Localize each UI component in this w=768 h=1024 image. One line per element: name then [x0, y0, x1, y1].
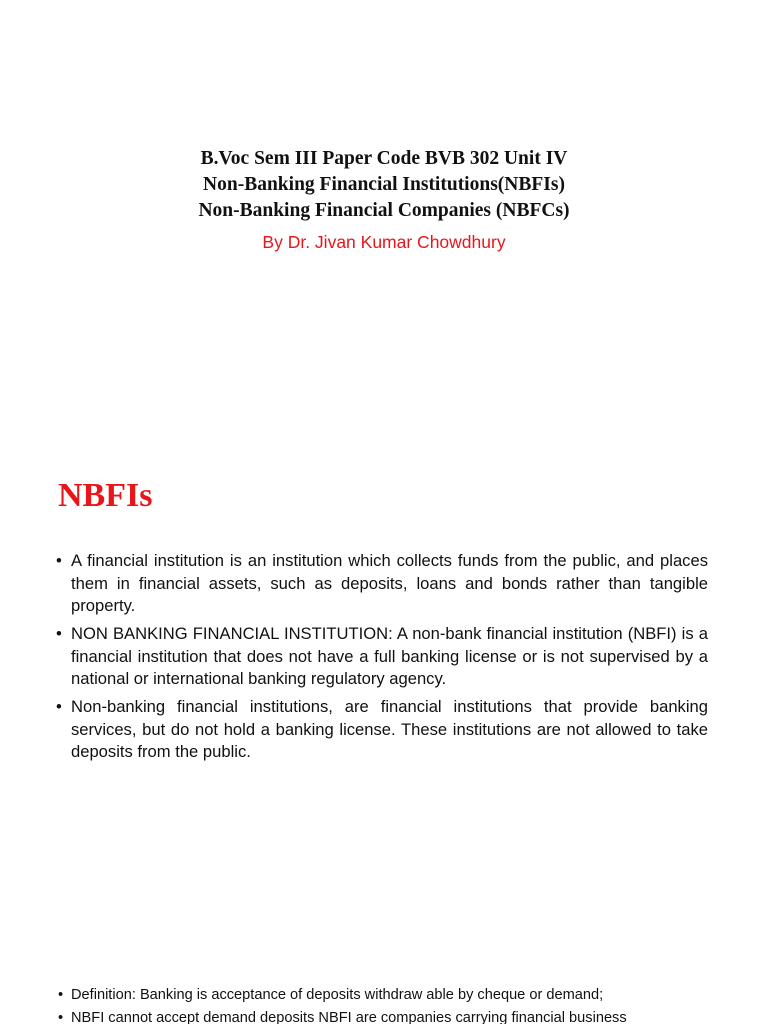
- author-subtitle: By Dr. Jivan Kumar Chowdhury: [262, 232, 506, 252]
- title-line-nbfcs: Non-Banking Financial Companies (NBFCs): [198, 200, 570, 221]
- bullet-item: [56, 550, 708, 618]
- bullet-item: [56, 696, 708, 764]
- bullet-text: NON BANKING FINANCIAL INSTITUTION: A non-bank financial institution (NBFI) is a financial institution that does not have a full banking license or is not supervised by a national or international banking regulatory agency.: [71, 624, 708, 688]
- slide-definition: [0, 950, 768, 1024]
- bullet-marker: •: [56, 551, 62, 570]
- bullet-list: [58, 984, 718, 1024]
- bullet-marker: •: [58, 987, 64, 1003]
- bullet-marker: •: [56, 697, 62, 716]
- bullet-text: NBFI cannot accept demand deposits NBFI are companies carrying financial business: [71, 1010, 627, 1024]
- bullet-list: [56, 550, 708, 769]
- bullet-text: A financial institution is an institution which collects funds from the public, and places them in financial assets, such as deposits, loans and bonds rather than tangible property.: [71, 551, 708, 615]
- slide-title-block: [0, 146, 768, 224]
- bullet-marker: •: [58, 1010, 64, 1024]
- bullet-item: [58, 984, 718, 1007]
- bullet-item: [58, 1007, 718, 1024]
- title-line-course: B.Voc Sem III Paper Code BVB 302 Unit IV: [200, 148, 568, 169]
- bullet-item: [56, 623, 708, 691]
- slide-title: [0, 0, 768, 432]
- bullet-text: Definition: Banking is acceptance of deposits withdraw able by cheque or demand;: [71, 987, 604, 1003]
- section-heading: NBFIs: [58, 477, 153, 514]
- slide-nbfis: [0, 432, 768, 864]
- title-line-nbfis: Non-Banking Financial Institutions(NBFIs): [203, 174, 565, 195]
- bullet-marker: •: [56, 624, 62, 643]
- bullet-text: Non-banking financial institutions, are financial institutions that provide banking services, but do not hold a banking license. These institutions are not allowed to take deposits from the public.: [71, 697, 708, 761]
